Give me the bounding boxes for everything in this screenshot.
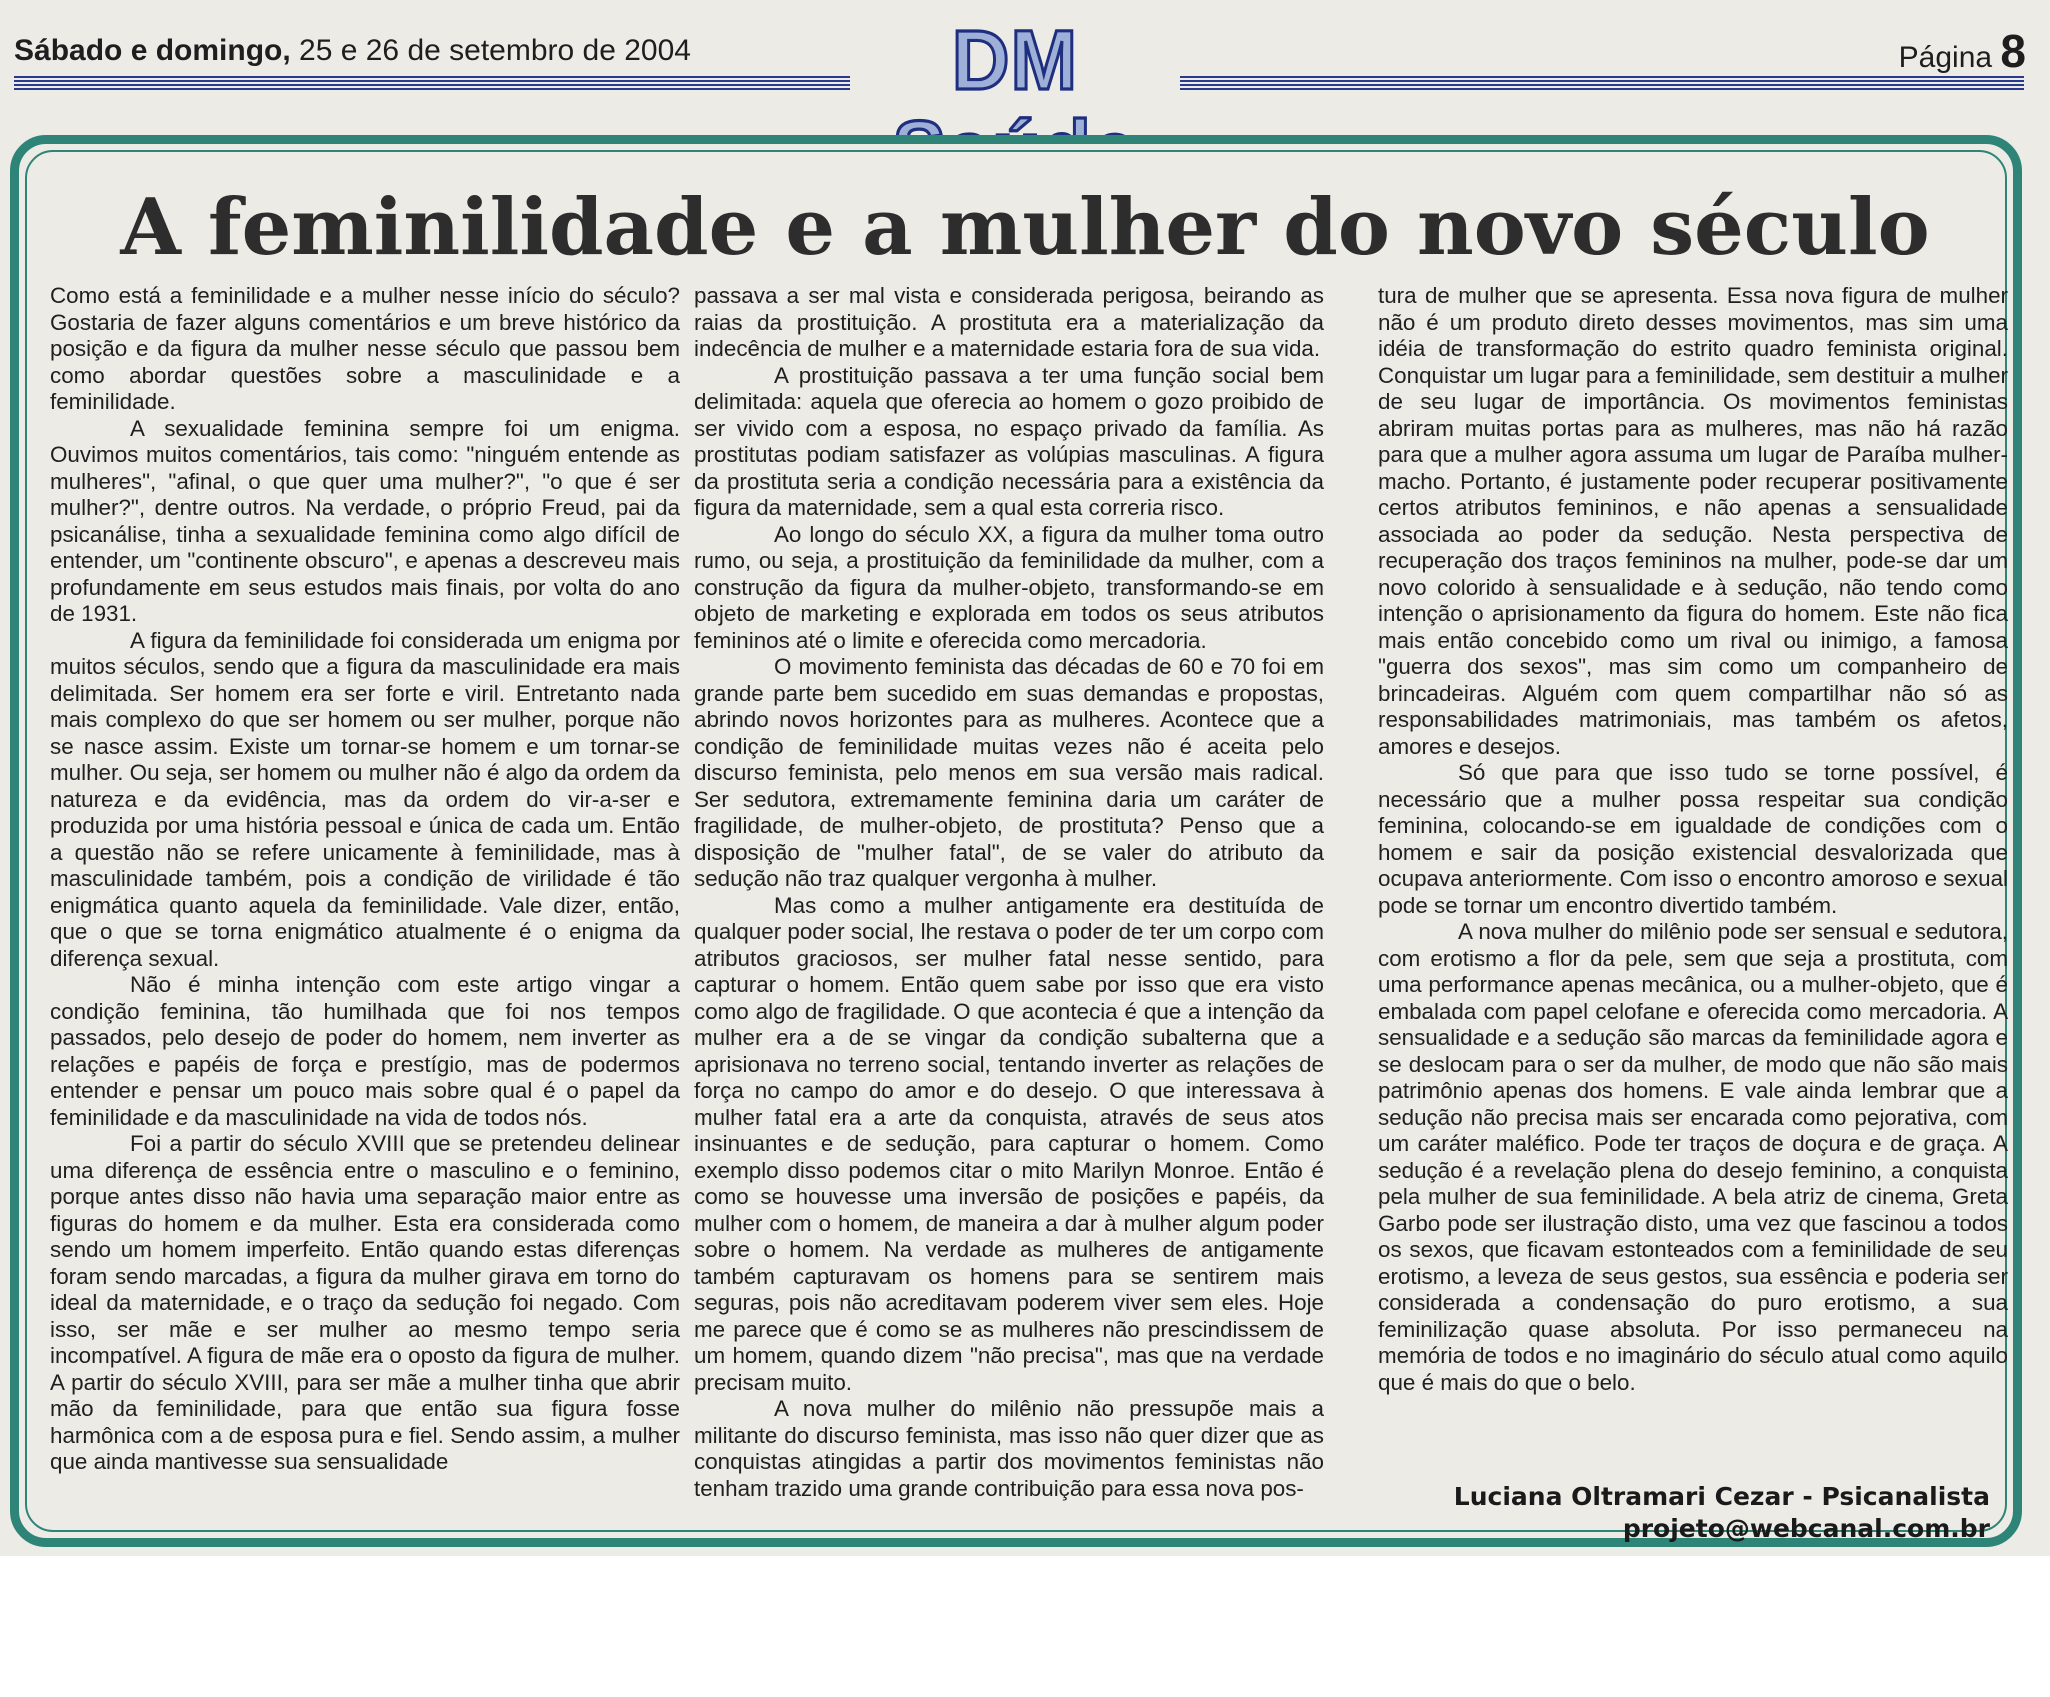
paragraph: Só que para que isso tudo se torne possível, é necessário que a mulher possa respeitar sua condição feminina, colocando-se em igualdade de condições com o homem e sair da posição existencial desvalorizada que ocupava anteriormente. Com isso o encontro amoroso e sexual pode se tornar um encontro divertido também.	[1378, 760, 2008, 918]
issue-day: Sábado e domingo,	[14, 34, 291, 67]
page-number: 8	[2000, 25, 2026, 77]
section-logo	[850, 13, 1180, 108]
paragraph: Como está a feminilidade e a mulher nesse início do século? Gostaria de fazer alguns comentários e um breve histórico da posição e da figura da mulher nesse século que passou bem como abordar questões sobre a masculinidade e a feminilidade.	[50, 283, 680, 414]
paragraph: O movimento feminista das décadas de 60 e 70 foi em grande parte bem sucedido em suas demandas e propostas, abrindo novos horizontes para as mulheres. Acontece que a condição de feminilidade muitas vezes não é aceita pelo discurso feminista, pelo menos em sua versão mais radical. Ser sedutora, extremamente feminina daria um caráter de fragilidade, de mulher-objeto, de prostituta? Penso que a disposição de "mulher fatal", de se valer do atributo da sedução não traz qualquer vergonha à mulher.	[694, 654, 1324, 891]
paragraph: A nova mulher do milênio não pressupõe mais a militante do discurso feminista, mas isso não quer dizer que as conquistas atingidas a partir dos movimentos feministas não tenham trazido uma grande contribuição para essa nova pos-	[694, 1396, 1324, 1501]
paragraph: Ao longo do século XX, a figura da mulher toma outro rumo, ou seja, a prostituição da feminilidade da mulher, com a construção da figura da mulher-objeto, transformando-se em objeto de marketing e explorada em todos os seus atributos femininos até o limite e oferecida como mercadoria.	[694, 521, 1324, 653]
paragraph: Foi a partir do século XVIII que se pretendeu delinear uma diferença de essência entre o masculino e o feminino, porque antes disso não havia uma separação maior entre as figuras do homem e da mulher. Esta era considerada como sendo um homem imperfeito. Então quando estas diferenças foram sendo marcadas, a figura da mulher girava em torno do ideal da maternidade, e o traço da sedução foi negado. Com isso, ser mãe e ser mulher ao mesmo tempo seria incompatível. A figura de mãe era o oposto da figura de mulher. A partir do século XVIII, para ser mãe a mulher tinha que abrir mão da feminilidade, para que então sua figura fosse harmônica com a de esposa pura e fiel. Sendo assim, a mulher que ainda mantivesse sua sensualidade	[50, 1131, 680, 1474]
author-byline	[1454, 1481, 1990, 1545]
page-label: Página	[1898, 41, 2001, 74]
article-column-2	[694, 283, 1324, 1502]
author-email: projeto@webcanal.com.br	[1622, 1514, 1990, 1543]
paragraph: A nova mulher do milênio pode ser sensual e sedutora, com erotismo a flor da pele, sem que seja a prostituta, com uma performance apenas mecânica, ou a mulher-objeto, que é embalada com papel celofane e oferecida como mercadoria. A sensualidade e a sedução são marcas da feminilidade agora e se deslocam para o ser da mulher, de modo que não são mais patrimônio apenas dos homens. E vale ainda lembrar que a sedução não precisa mais ser encarada como pejorativa, com um caráter maléfico. Pode ter traços de doçura e de graça. A sedução é a revelação plena do desejo feminino, a conquista pela mulher de sua feminilidade. A bela atriz de cinema, Greta Garbo pode ser ilustração disto, uma vez que fascinou a todos os sexos, que ficavam estonteados com a feminilidade de seu erotismo, a leveza de seus gestos, sua essência e poderia ser considerada a condensação do puro erotismo, a sua feminilização quase absoluta. Por isso permaneceu na memória de todos e no imaginário do século atual como aquilo que é mais do que o belo.	[1378, 919, 2008, 1395]
author-name: Luciana Oltramari Cezar - Psicanalista	[1453, 1482, 1990, 1511]
paragraph: Não é minha intenção com este artigo vingar a condição feminina, tão humilhada que foi nos tempos passados, pelo desejo de poder do homem, nem inverter as relações e papéis de força e prestígio, mas de podermos entender e pensar um pouco mais sobre qual é o papel da feminilidade e da masculinidade na vida de todos nós.	[50, 972, 680, 1130]
issue-date-text: 25 e 26 de setembro de 2004	[290, 34, 691, 67]
article-column-3	[1378, 283, 2008, 1396]
paragraph: A figura da feminilidade foi considerada um enigma por muitos séculos, sendo que a figura da masculinidade era mais delimitada. Ser homem era ser forte e viril. Entretanto nada mais complexo do que ser homem ou ser mulher, porque não se nasce assim. Existe um tornar-se homem e um tornar-se mulher. Ou seja, ser homem ou mulher não é algo da ordem da natureza e da evidência, mas da ordem do vir-a-ser e produzida por uma história pessoal e única de cada um. Então a questão não se refere unicamente à feminilidade, mas à masculinidade também, pois a condição de virilidade é tão enigmática quanto aquela da feminilidade. Vale dizer, então, que o que se torna enigmático atualmente é o enigma da diferença sexual.	[50, 627, 680, 971]
paragraph: tura de mulher que se apresenta. Essa nova figura de mulher não é um produto direto desses movimentos, mas sim uma idéia de transformação do estrito quadro feminista original. Conquistar um lugar para a feminilidade, sem destituir a mulher de seu lugar de importância. Os movimentos feministas abriram muitas portas para as mulheres, mas não há razão para que a mulher agora assuma um lugar de Paraíba mulher-macho. Portanto, é justamente poder recuperar positivamente certos atributos femininos, e não apenas a sensualidade associada ao poder da sedução. Nesta perspectiva de recuperação dos traços femininos na mulher, pode-se dar um novo colorido à sensualidade e à sedução, não tendo como intenção o aprisionamento da figura do homem. Este não fica mais então concebido como um rival ou inimigo, a famosa "guerra dos sexos", mas sim como um companheiro de brincadeiras. Alguém com quem compartilhar não só as responsabilidades matrimoniais, mas também os afetos, amores e desejos.	[1378, 283, 2008, 759]
section-logo-text: DM	[951, 13, 1079, 108]
page-indicator	[1899, 24, 2026, 78]
paragraph: passava a ser mal vista e considerada perigosa, beirando as raias da prostituição. A prostituta era a materialização da indecência de mulher e a maternidade estaria fora de sua vida.	[694, 283, 1324, 361]
article-headline: A feminilidade e a mulher do novo século	[120, 182, 1930, 273]
article-column-1	[50, 283, 680, 1476]
paragraph: Mas como a mulher antigamente era destituída de qualquer poder social, lhe restava o poder de ter um corpo com atributos graciosos, ser mulher fatal nesse sentido, para capturar o homem. Então quem sabe por isso que era visto como algo de fragilidade. O que acontecia é que a intenção da mulher era a de se vingar da condição subalterna que a aprisionava no terreno social, tentando inverter as relações de força no campo do amor e do desejo. O que interessava à mulher fatal era a arte da conquista, através de seus atos insinuantes e de sedução, para capturar o homem. Como exemplo disso podemos citar o mito Marilyn Monroe. Então é como se houvesse uma inversão de posições e papéis, da mulher com o homem, de maneira a dar à mulher algum poder sobre o homem. Na verdade as mulheres de antigamente também capturavam os homens para se sentirem mais seguras, pois não acreditavam poderem viver sem eles. Hoje me parece que é como se as mulheres não prescindissem de um homem, quando dizem "não precisa", mas que na verdade precisam muito.	[694, 892, 1324, 1395]
paragraph: A prostituição passava a ter uma função social bem delimitada: aquela que oferecia ao homem o gozo proibido de ser vivido com a esposa, no espaço privado da família. As prostitutas podiam satisfazer as volúpias masculinas. A figura da prostituta seria a condição necessária para a existência da figura da maternidade, sem a qual esta correria risco.	[694, 362, 1324, 520]
issue-date	[14, 34, 691, 68]
paragraph: A sexualidade feminina sempre foi um enigma. Ouvimos muitos comentários, tais como: "ninguém entende as mulheres", "afinal, o que quer uma mulher?", "o que é ser mulher?", dentre outros. Na verdade, o próprio Freud, pai da psicanálise, tinha a sexualidade feminina como algo difícil de entender, um "continente obscuro", e apenas a descreveu mais profundamente em seus estudos mais finais, por volta do ano de 1931.	[50, 415, 680, 626]
